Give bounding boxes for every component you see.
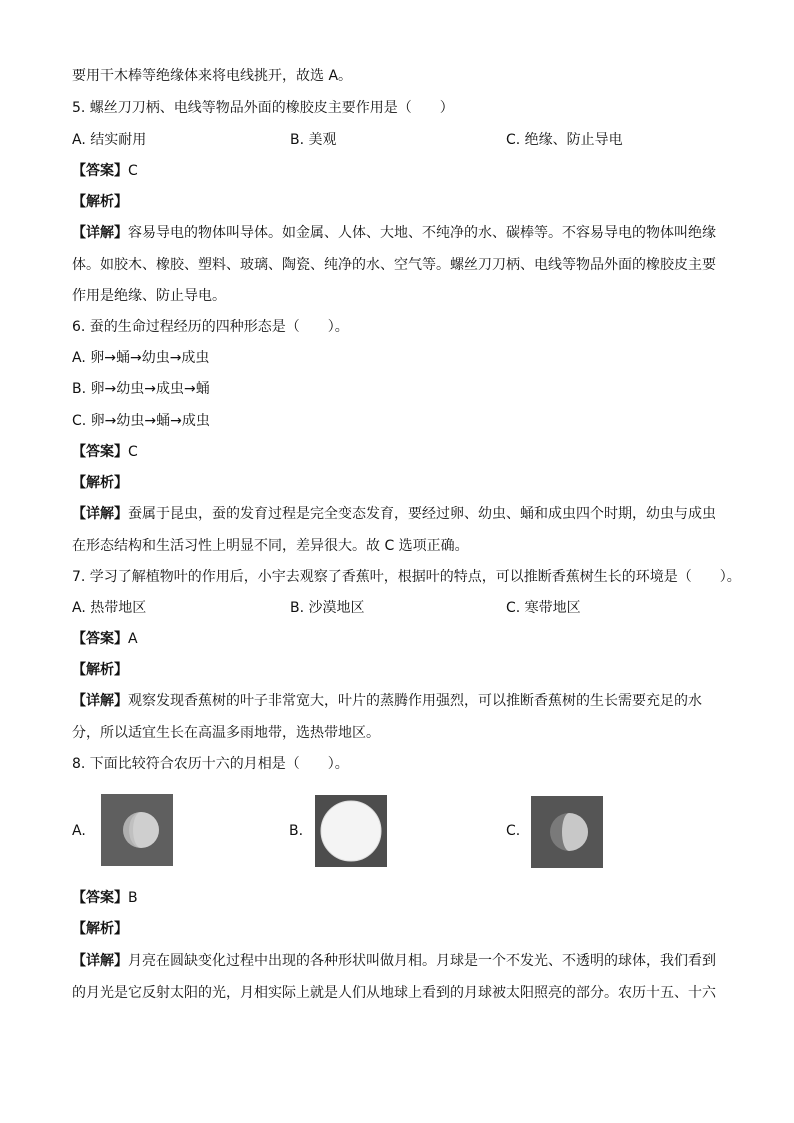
option-b-label: B. bbox=[289, 823, 304, 839]
option-b: B. 沙漠地区 bbox=[290, 600, 365, 616]
option-a-label: A. bbox=[72, 823, 86, 839]
full-moon-icon bbox=[315, 795, 387, 867]
answer-line bbox=[72, 888, 138, 908]
explanation-line bbox=[72, 504, 716, 524]
analysis-tag: 【解析】 bbox=[72, 921, 128, 937]
option-b: B. 美观 bbox=[290, 132, 337, 148]
gibbous-moon-icon bbox=[101, 794, 173, 866]
explanation-line: 的月光是它反射太阳的光，月相实际上就是人们从地球上看到的月球被太阳照亮的部分。农历十五、十六 bbox=[72, 985, 716, 1001]
question-6: 6. 蚕的生命过程经历的四种形态是（ ）。 bbox=[72, 319, 349, 335]
analysis-tag: 【解析】 bbox=[72, 662, 128, 678]
answer-tag: 【答案】 bbox=[72, 163, 128, 179]
explanation-tag: 【详解】 bbox=[72, 506, 128, 522]
option-a: A. 结实耐用 bbox=[72, 132, 147, 148]
analysis-tag: 【解析】 bbox=[72, 475, 128, 491]
option-a: A. 热带地区 bbox=[72, 600, 147, 616]
answer-value: C bbox=[128, 444, 138, 460]
explanation-line bbox=[72, 223, 716, 243]
explanation-text: 容易导电的物体叫导体。如金属、人体、大地、不纯净的水、碳棒等。不容易导电的物体叫绝缘 bbox=[128, 225, 716, 241]
answer-line bbox=[72, 629, 138, 649]
answer-value: C bbox=[128, 163, 138, 179]
moon-image-b bbox=[315, 795, 387, 867]
option-c-label: C. bbox=[506, 823, 521, 839]
explanation-line: 体。如胶木、橡胶、塑料、玻璃、陶瓷、纯净的水、空气等。螺丝刀刀柄、电线等物品外面的橡胶皮主要 bbox=[72, 257, 716, 273]
explanation-tag: 【详解】 bbox=[72, 693, 128, 709]
answer-value: B bbox=[128, 890, 138, 906]
option-b: B. 卵→幼虫→成虫→蛹 bbox=[72, 381, 210, 397]
moon-image-c bbox=[531, 796, 603, 868]
option-c: C. 绝缘、防止导电 bbox=[506, 132, 623, 148]
explanation-text: 蚕属于昆虫，蚕的发育过程是完全变态发育，要经过卵、幼虫、蛹和成虫四个时期，幼虫与成虫 bbox=[128, 506, 716, 522]
option-c: C. 卵→幼虫→蛹→成虫 bbox=[72, 413, 210, 429]
answer-value: A bbox=[128, 631, 138, 647]
explanation-line bbox=[72, 691, 702, 711]
explanation-line: 在形态结构和生活习性上明显不同，差异很大。故 C 选项正确。 bbox=[72, 538, 469, 554]
option-a: A. 卵→蛹→幼虫→成虫 bbox=[72, 350, 210, 366]
explanation-tag: 【详解】 bbox=[72, 953, 128, 969]
answer-tag: 【答案】 bbox=[72, 631, 128, 647]
explanation-line bbox=[72, 951, 716, 971]
moon-image-a bbox=[101, 794, 173, 866]
answer-tag: 【答案】 bbox=[72, 444, 128, 460]
explanation-text: 观察发现香蕉树的叶子非常宽大，叶片的蒸腾作用强烈，可以推断香蕉树的生长需要充足的水 bbox=[128, 693, 702, 709]
explanation-tag: 【详解】 bbox=[72, 225, 128, 241]
text-line: 要用干木棒等绝缘体来将电线挑开，故选 A。 bbox=[72, 68, 353, 84]
option-c: C. 寒带地区 bbox=[506, 600, 581, 616]
question-8: 8. 下面比较符合农历十六的月相是（ ）。 bbox=[72, 756, 349, 772]
question-5: 5. 螺丝刀刀柄、电线等物品外面的橡胶皮主要作用是（ ） bbox=[72, 100, 454, 116]
analysis-tag: 【解析】 bbox=[72, 194, 128, 210]
answer-line bbox=[72, 442, 138, 462]
explanation-text: 月亮在圆缺变化过程中出现的各种形状叫做月相。月球是一个不发光、不透明的球体，我们看到 bbox=[128, 953, 716, 969]
answer-line bbox=[72, 161, 138, 181]
explanation-line: 作用是绝缘、防止导电。 bbox=[72, 288, 226, 304]
question-7: 7. 学习了解植物叶的作用后，小宇去观察了香蕉叶，根据叶的特点，可以推断香蕉树生长的环境是（ ）。 bbox=[72, 569, 741, 585]
waning-moon-icon bbox=[531, 796, 603, 868]
explanation-line: 分，所以适宜生长在高温多雨地带，选热带地区。 bbox=[72, 725, 380, 741]
answer-tag: 【答案】 bbox=[72, 890, 128, 906]
